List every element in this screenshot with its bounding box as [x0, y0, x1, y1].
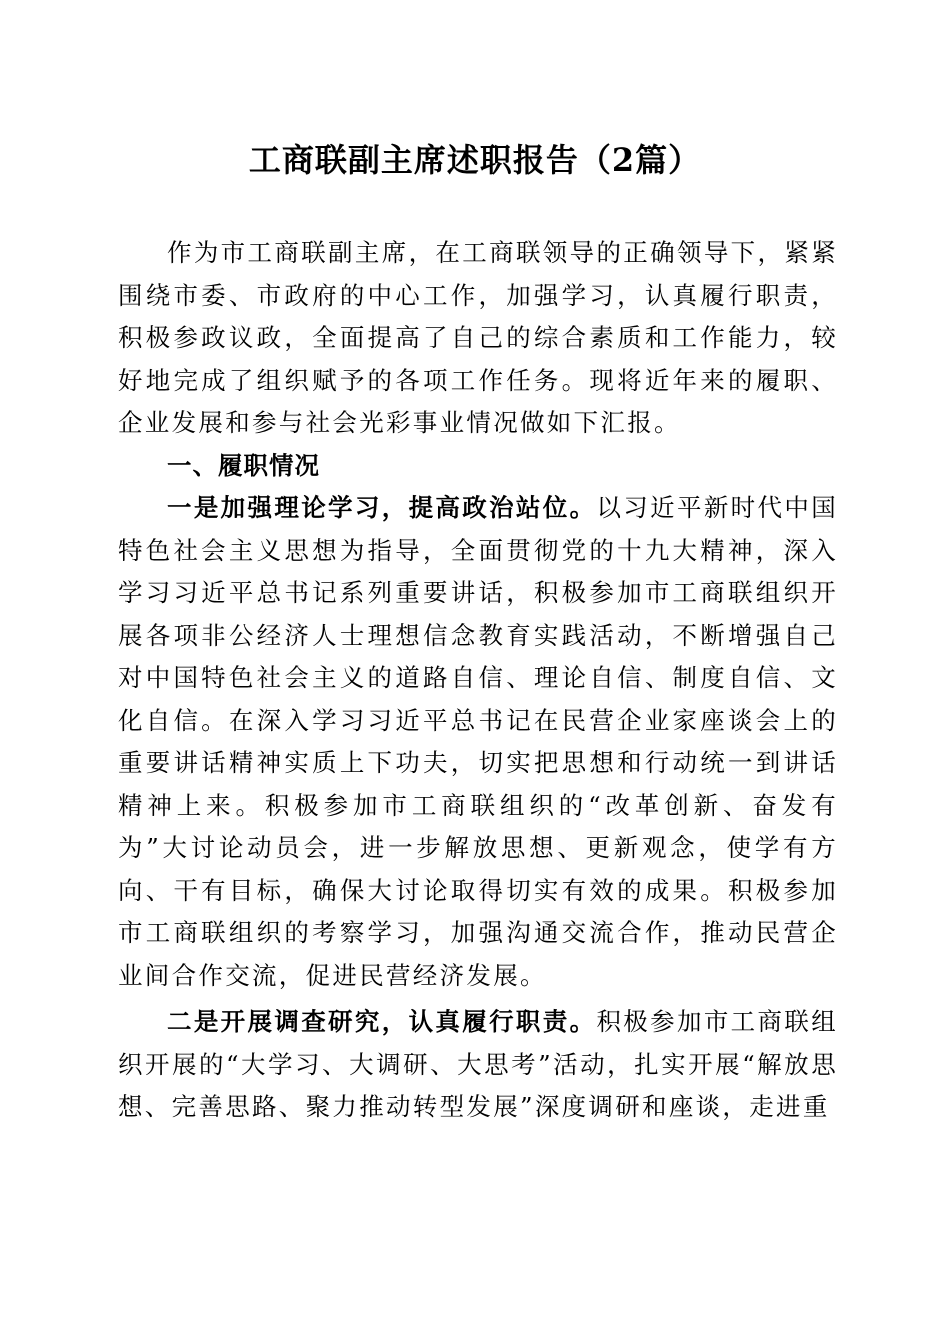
paragraph-2-lead: 二是开展调查研究，认真履行职责。 [167, 1007, 597, 1036]
document-title: 工商联副主席述职报告（2篇） [248, 141, 702, 179]
document-body [118, 232, 838, 1129]
paragraph-2-body: 积极参加市工商联组织开展的“大学习、大调研、大思考”活动，扎实开展“解放思想、完善思路、聚力推动转型发展”深度调研和座谈，走进重 [118, 1007, 838, 1121]
paragraph-1-body: 以习近平新时代中国特色社会主义思想为指导，全面贯彻党的十九大精神，深入学习习近平总书记系列重要讲话，积极参加市工商联组织开展各项非公经济人士理想信念教育实践活动，不断增强自己对中国特色社会主义的道路自信、理论自信、制度自信、文化自信。在深入学习习近平总书记在民营企业家座谈会上的重要讲话精神实质上下功夫，切实把思想和行动统一到讲话精神上来。积极参加市工商联组织的“改革创新、奋发有为”大讨论动员会，进一步解放思想、更新观念，使学有方向、干有目标，确保大讨论取得切实有效的成果。积极参加市工商联组织的考察学习，加强沟通交流合作，推动民营企业间合作交流，促进民营经济发展。 [118, 493, 838, 990]
paragraph-2 [118, 1001, 838, 1129]
intro-paragraph: 作为市工商联副主席，在工商联领导的正确领导下，紧紧围绕市委、市政府的中心工作，加强学习，认真履行职责，积极参政议政，全面提高了自己的综合素质和工作能力，较好地完成了组织赋予的各项工作任务。现将近年来的履职、企业发展和参与社会光彩事业情况做如下汇报。 [118, 238, 838, 437]
paragraph-1 [118, 487, 838, 997]
paragraph-1-lead: 一是加强理论学习，提高政治站位。 [167, 493, 597, 522]
section-heading: 一、履职情况 [167, 450, 320, 480]
